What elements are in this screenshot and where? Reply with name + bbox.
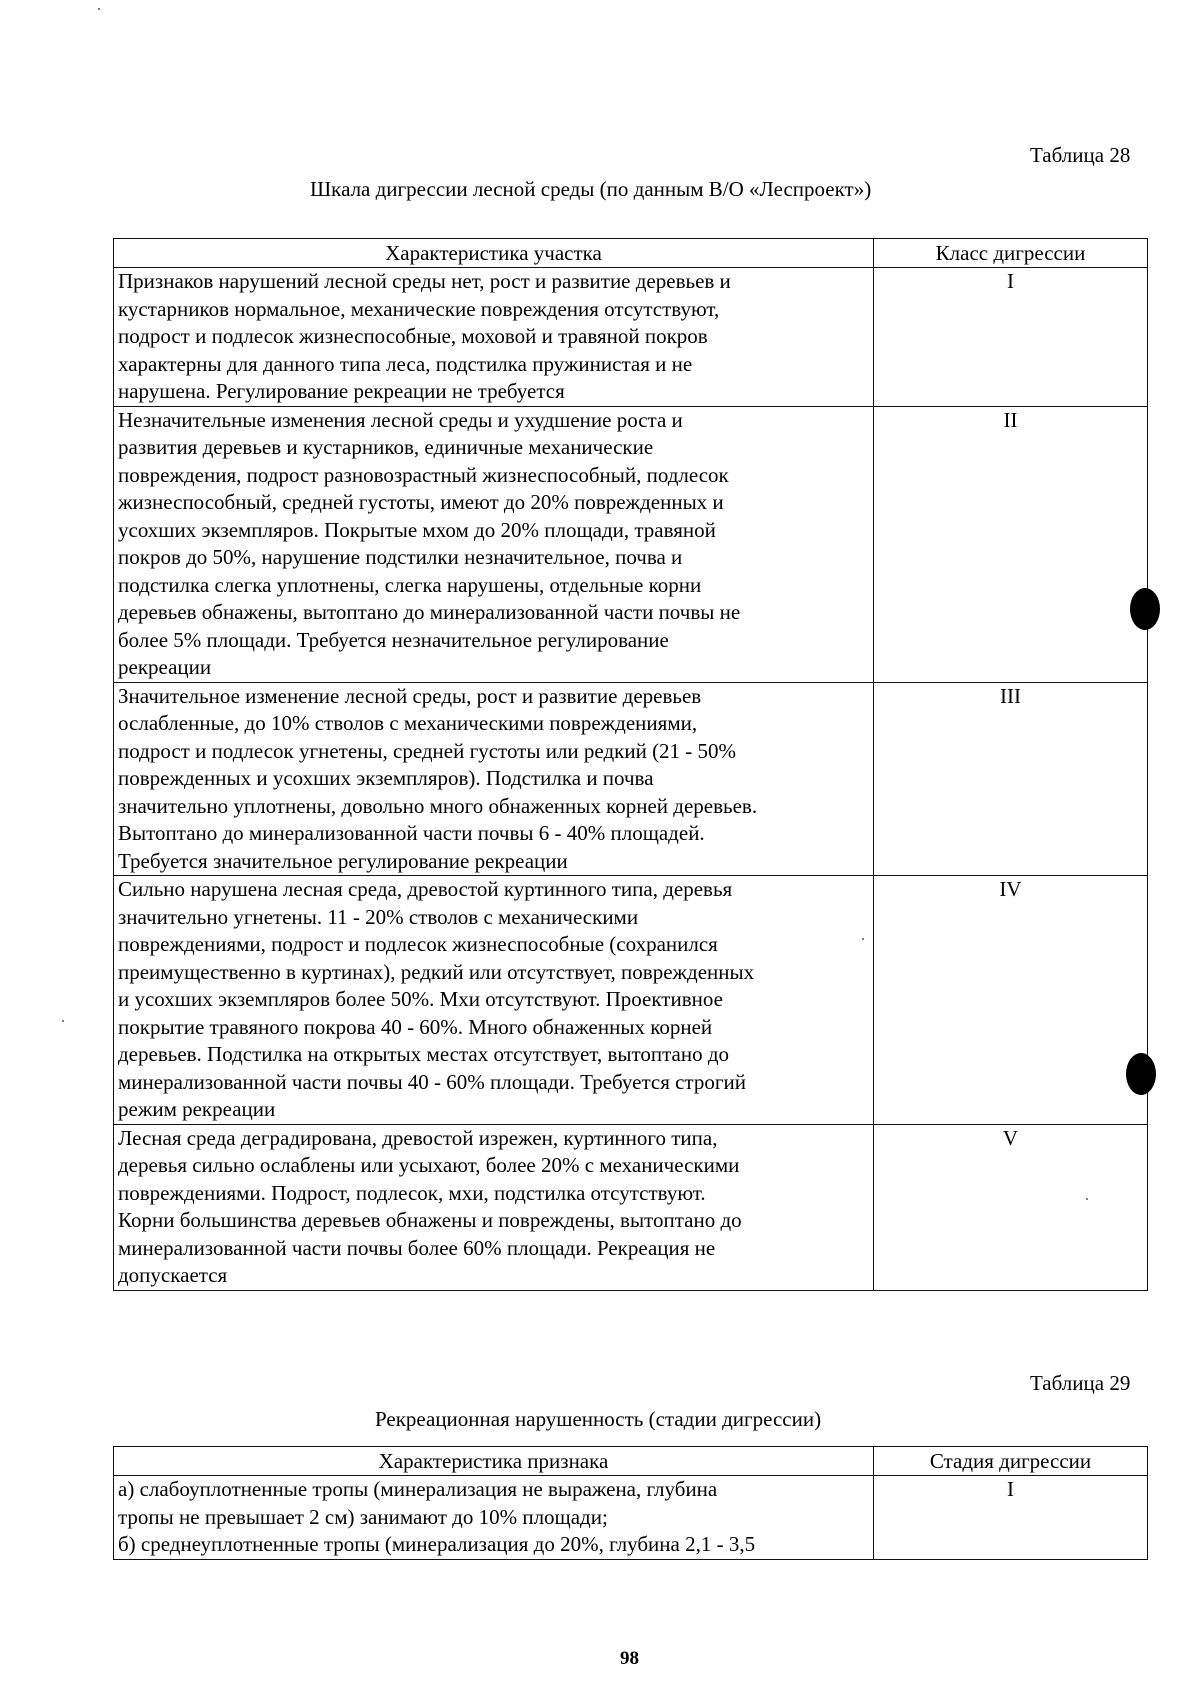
description-line: повреждениями, подрост и подлесок жизнеспособные (сохранился xyxy=(118,932,718,956)
description-line: повреждениями. Подрост, подлесок, мхи, подстилка отсутствуют. xyxy=(118,1180,706,1205)
page-number: 98 xyxy=(620,1648,639,1669)
description-line: покров до 50%, нарушение подстилки незначительное, почва и xyxy=(118,545,683,569)
row-class: I xyxy=(874,268,1148,407)
row-class: V xyxy=(874,1124,1148,1290)
description-line: жизнеспособный, средней густоты, имеют до 20% поврежденных и xyxy=(118,490,724,514)
description-line: Требуется значительное регулирование рекреации xyxy=(118,848,568,873)
description-line: значительно угнетены. 11 - 20% стволов с механическими xyxy=(118,904,639,929)
table-row xyxy=(114,1124,1148,1290)
description-line: деревьев. Подстилка на открытых местах отсутствует, вытоптано до xyxy=(118,1042,730,1066)
table-28 xyxy=(113,238,1148,1291)
description-line: подстилка слегка уплотнены, слегка нарушены, отдельные корни xyxy=(118,572,702,597)
scan-speck xyxy=(862,938,864,940)
scan-speck xyxy=(1086,1198,1088,1200)
description-line: а) слабоуплотненные тропы (минерализация не выражена, глубина xyxy=(118,1477,718,1501)
table-28-title: Шкала дигрессии лесной среды (по данным В/О «Леспроект») xyxy=(310,177,872,201)
table-29-body xyxy=(114,1476,1148,1560)
description-line: тропы не превышает 2 см) занимают до 10% площади; xyxy=(118,1504,608,1529)
description-line: минерализованной части почвы 40 - 60% площади. Требуется строгий xyxy=(118,1069,746,1094)
description-line: значительно уплотнены, довольно много обнаженных корней деревьев. xyxy=(118,793,758,818)
row-class: III xyxy=(874,682,1148,876)
description-line: рекреации xyxy=(118,655,212,679)
description-line: допускается xyxy=(118,1263,228,1287)
table-row xyxy=(114,1476,1148,1560)
table-29 xyxy=(113,1446,1148,1560)
description-line: кустарников нормальное, механические повреждения отсутствуют, xyxy=(118,296,720,321)
row-description xyxy=(114,1124,874,1290)
row-class: II xyxy=(874,406,1148,682)
description-line: повреждения, подрост разновозрастный жизнеспособный, подлесок xyxy=(118,462,729,487)
row-description xyxy=(114,268,874,407)
description-line: более 5% площади. Требуется незначительное регулирование xyxy=(118,627,669,652)
description-line: Признаков нарушений лесной среды нет, рост и развитие деревьев и xyxy=(118,269,731,293)
description-line: преимущественно в куртинах), редкий или отсутствует, поврежденных xyxy=(118,959,755,984)
row-class: IV xyxy=(874,876,1148,1125)
table-29-header-row xyxy=(114,1447,1148,1476)
scan-speck xyxy=(62,1020,64,1022)
table-row xyxy=(114,876,1148,1125)
description-line: усохших экземпляров. Покрытые мхом до 20% площади, травяной xyxy=(118,517,716,542)
row-class: I xyxy=(874,1476,1148,1560)
row-description xyxy=(114,682,874,876)
description-line: режим рекреации xyxy=(118,1097,276,1121)
description-line: Корни большинства деревьев обнажены и повреждены, вытоптано до xyxy=(118,1208,742,1232)
table-28-body xyxy=(114,268,1148,1291)
description-line: Вытоптано до минерализованной части почвы 6 - 40% площадей. xyxy=(118,821,705,845)
table-row xyxy=(114,406,1148,682)
column-header-site-characteristic: Характеристика участка xyxy=(114,239,874,268)
scan-speck xyxy=(98,8,100,10)
description-line: нарушена. Регулирование рекреации не требуется xyxy=(118,379,565,403)
scan-ink-blot xyxy=(1126,1053,1156,1095)
table-29-title: Рекреационная нарушенность (стадии дигрессии) xyxy=(375,1407,822,1431)
description-line: характерны для данного типа леса, подстилка пружинистая и не xyxy=(118,351,693,376)
row-description xyxy=(114,1476,874,1560)
column-header-digression-stage: Стадия дигрессии xyxy=(874,1447,1148,1476)
description-line: Значительное изменение лесной среды, рост и развитие деревьев xyxy=(118,683,702,708)
table-28-label: Таблица 28 xyxy=(1030,143,1131,167)
description-line: развития деревьев и кустарников, единичные механические xyxy=(118,435,654,459)
description-line: б) среднеуплотненные тропы (минерализация до 20%, глубина 2,1 - 3,5 xyxy=(118,1532,756,1556)
description-line: Лесная среда деградирована, древостой изрежен, куртинного типа, xyxy=(118,1125,718,1150)
table-29-label: Таблица 29 xyxy=(1030,1371,1131,1395)
description-line: деревья сильно ослаблены или усыхают, более 20% с механическими xyxy=(118,1153,740,1177)
column-header-feature-characteristic: Характеристика признака xyxy=(114,1447,874,1476)
description-line: и усохших экземпляров более 50%. Мхи отсутствуют. Проективное xyxy=(118,987,723,1011)
description-line: покрытие травяного покрова 40 - 60%. Много обнаженных корней xyxy=(118,1014,713,1039)
table-row xyxy=(114,682,1148,876)
row-description xyxy=(114,876,874,1125)
description-line: Сильно нарушена лесная среда, древостой куртинного типа, деревья xyxy=(118,877,733,901)
description-line: ослабленные, до 10% стволов с механическими повреждениями, xyxy=(118,711,698,735)
description-line: подрост и подлесок угнетены, средней густоты или редкий (21 - 50% xyxy=(118,738,737,763)
description-line: подрост и подлесок жизнеспособные, моховой и травяной покров xyxy=(118,324,708,348)
row-description xyxy=(114,406,874,682)
description-line: Незначительные изменения лесной среды и ухудшение роста и xyxy=(118,407,683,432)
table-28-header-row xyxy=(114,239,1148,268)
description-line: поврежденных и усохших экземпляров). Подстилка и почва xyxy=(118,766,654,790)
column-header-digression-class: Класс дигрессии xyxy=(874,239,1148,268)
scan-ink-blot xyxy=(1130,588,1160,630)
description-line: деревьев обнажены, вытоптано до минерализованной части почвы не xyxy=(118,600,741,624)
table-row xyxy=(114,268,1148,407)
description-line: минерализованной части почвы более 60% площади. Рекреация не xyxy=(118,1235,716,1260)
